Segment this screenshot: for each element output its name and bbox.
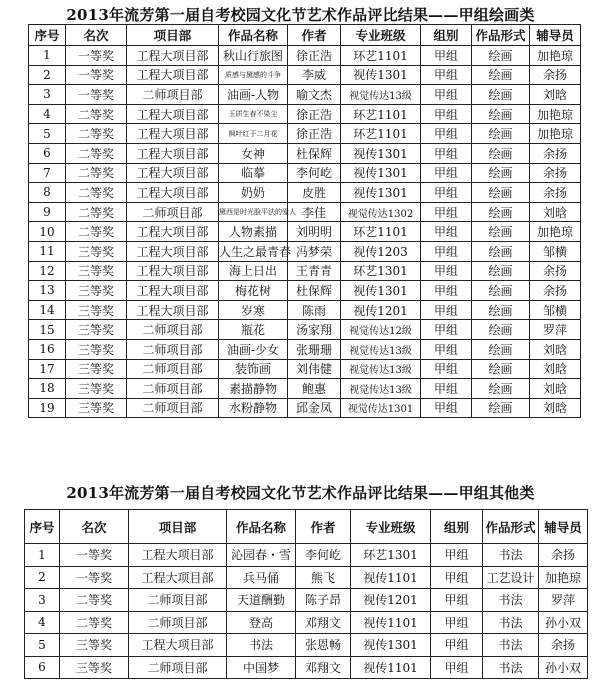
cell-class: 环艺1101 xyxy=(341,222,421,242)
cell-author: 喻文杰 xyxy=(288,85,341,105)
cell-group: 甲组 xyxy=(431,634,483,657)
header-author: 作者 xyxy=(296,510,351,544)
other-results-table xyxy=(24,509,588,679)
cell-index: 13 xyxy=(29,281,66,301)
cell-rank: 一等奖 xyxy=(60,566,129,589)
cell-department: 工程大项目部 xyxy=(127,281,219,301)
cell-class: 视传1201 xyxy=(341,300,421,320)
cell-author: 王青青 xyxy=(288,261,341,281)
cell-work-title: 海上日出 xyxy=(219,261,288,281)
cell-group: 甲组 xyxy=(421,398,472,418)
cell-rank: 二等奖 xyxy=(66,202,127,222)
cell-class: 环艺1301 xyxy=(341,261,421,281)
table-row xyxy=(25,656,588,679)
painting-results-table xyxy=(28,24,581,418)
table-row xyxy=(29,300,581,320)
header-index: 序号 xyxy=(25,510,60,544)
cell-rank: 一等奖 xyxy=(66,65,127,85)
cell-index: 17 xyxy=(29,359,66,379)
cell-work-title: 素描静物 xyxy=(219,379,288,399)
table-row xyxy=(29,65,581,85)
cell-form: 绘画 xyxy=(472,222,530,242)
cell-department: 工程大项目部 xyxy=(127,143,219,163)
cell-advisor: 刘晗 xyxy=(530,85,581,105)
cell-form: 绘画 xyxy=(472,398,530,418)
cell-department: 工程大项目部 xyxy=(127,183,219,203)
cell-rank: 二等奖 xyxy=(66,143,127,163)
cell-advisor: 余扬 xyxy=(530,163,581,183)
cell-work-title: 油画-人物 xyxy=(219,85,288,105)
cell-class: 视觉传达13级 xyxy=(341,379,421,399)
cell-form: 工艺设计 xyxy=(483,566,539,589)
cell-author: 徐正浩 xyxy=(288,104,341,124)
cell-form: 书法 xyxy=(483,634,539,657)
cell-author: 李何屹 xyxy=(288,163,341,183)
cell-class: 视觉传达1301 xyxy=(341,398,421,418)
table-row xyxy=(29,281,581,301)
cell-form: 绘画 xyxy=(472,143,530,163)
cell-rank: 三等奖 xyxy=(66,300,127,320)
cell-class: 视传1301 xyxy=(341,65,421,85)
cell-department: 二师项目部 xyxy=(127,339,219,359)
cell-advisor: 余扬 xyxy=(539,634,588,657)
cell-group: 甲组 xyxy=(431,544,483,567)
cell-work-title: 兵马俑 xyxy=(227,566,296,589)
cell-group: 甲组 xyxy=(421,163,472,183)
cell-form: 绘画 xyxy=(472,241,530,261)
cell-department: 工程大项目部 xyxy=(127,124,219,144)
cell-class: 视传1203 xyxy=(341,241,421,261)
cell-rank: 二等奖 xyxy=(66,183,127,203)
cell-index: 11 xyxy=(29,241,66,261)
cell-group: 甲组 xyxy=(431,611,483,634)
cell-advisor: 余扬 xyxy=(530,281,581,301)
cell-form: 绘画 xyxy=(472,163,530,183)
cell-index: 5 xyxy=(25,634,60,657)
cell-department: 二师项目部 xyxy=(127,379,219,399)
cell-advisor: 孙小双 xyxy=(539,656,588,679)
cell-author: 冯梦荣 xyxy=(288,241,341,261)
cell-group: 甲组 xyxy=(421,379,472,399)
table-row xyxy=(29,202,581,222)
cell-department: 二师项目部 xyxy=(129,611,227,634)
cell-advisor: 罗萍 xyxy=(530,320,581,340)
cell-author: 徐正浩 xyxy=(288,124,341,144)
cell-class: 环艺1101 xyxy=(341,104,421,124)
cell-index: 6 xyxy=(29,143,66,163)
cell-rank: 二等奖 xyxy=(66,222,127,242)
table-row xyxy=(29,46,581,66)
cell-class: 视传1101 xyxy=(351,566,431,589)
cell-class: 视传1301 xyxy=(341,163,421,183)
cell-rank: 三等奖 xyxy=(66,339,127,359)
cell-author: 杜保辉 xyxy=(288,281,341,301)
header-advisor: 辅导员 xyxy=(530,25,581,46)
table-row xyxy=(29,163,581,183)
cell-work-title: 玉质生春不染尘 xyxy=(219,104,288,124)
cell-class: 环艺1101 xyxy=(341,46,421,66)
cell-department: 工程大项目部 xyxy=(127,104,219,124)
header-class: 专业班级 xyxy=(341,25,421,46)
cell-rank: 三等奖 xyxy=(66,379,127,399)
cell-author: 杜保辉 xyxy=(288,143,341,163)
cell-class: 视觉传达13级 xyxy=(341,339,421,359)
cell-work-title: 梅花树 xyxy=(219,281,288,301)
cell-form: 绘画 xyxy=(472,65,530,85)
cell-rank: 三等奖 xyxy=(60,634,129,657)
cell-rank: 一等奖 xyxy=(66,46,127,66)
cell-work-title: 瓶花 xyxy=(219,320,288,340)
cell-group: 甲组 xyxy=(421,183,472,203)
cell-author: 刘伟健 xyxy=(288,359,341,379)
cell-advisor: 刘晗 xyxy=(530,379,581,399)
cell-form: 书法 xyxy=(483,589,539,612)
cell-class: 环艺1301 xyxy=(351,544,431,567)
cell-department: 二师项目部 xyxy=(127,359,219,379)
cell-rank: 三等奖 xyxy=(66,359,127,379)
header-department: 项目部 xyxy=(127,25,219,46)
cell-work-title: 水粉静物 xyxy=(219,398,288,418)
cell-work-title: 秋山行旅图 xyxy=(219,46,288,66)
cell-index: 1 xyxy=(29,46,66,66)
cell-work-title: 书法 xyxy=(227,634,296,657)
table-row xyxy=(25,589,588,612)
table-row xyxy=(25,566,588,589)
cell-rank: 三等奖 xyxy=(66,281,127,301)
cell-advisor: 刘晗 xyxy=(530,202,581,222)
cell-work-title: 奶奶 xyxy=(219,183,288,203)
cell-advisor: 余扬 xyxy=(530,65,581,85)
cell-work-title: 质感与黛感的斗争 xyxy=(219,65,288,85)
cell-index: 2 xyxy=(29,65,66,85)
cell-class: 视传1101 xyxy=(351,656,431,679)
cell-index: 7 xyxy=(29,163,66,183)
cell-index: 14 xyxy=(29,300,66,320)
cell-form: 绘画 xyxy=(472,300,530,320)
table-row xyxy=(29,398,581,418)
cell-department: 工程大项目部 xyxy=(127,163,219,183)
cell-class: 视觉传达12级 xyxy=(341,320,421,340)
cell-advisor: 余扬 xyxy=(530,143,581,163)
cell-index: 5 xyxy=(29,124,66,144)
cell-author: 张恩畅 xyxy=(296,634,351,657)
cell-form: 绘画 xyxy=(472,379,530,399)
table-row xyxy=(29,320,581,340)
cell-group: 甲组 xyxy=(421,46,472,66)
cell-advisor: 邹横 xyxy=(530,300,581,320)
cell-index: 2 xyxy=(25,566,60,589)
cell-class: 视传1301 xyxy=(351,634,431,657)
cell-author: 鲍惠 xyxy=(288,379,341,399)
cell-author: 邱金凤 xyxy=(288,398,341,418)
cell-rank: 二等奖 xyxy=(66,163,127,183)
cell-advisor: 刘晗 xyxy=(530,398,581,418)
header-class: 专业班级 xyxy=(351,510,431,544)
cell-author: 皮胜 xyxy=(288,183,341,203)
cell-form: 绘画 xyxy=(472,104,530,124)
cell-class: 视觉传达1302 xyxy=(341,202,421,222)
cell-form: 绘画 xyxy=(472,46,530,66)
cell-form: 书法 xyxy=(483,611,539,634)
table-row xyxy=(29,143,581,163)
cell-group: 甲组 xyxy=(421,261,472,281)
header-author: 作者 xyxy=(288,25,341,46)
cell-class: 视传1301 xyxy=(341,183,421,203)
cell-form: 绘画 xyxy=(472,281,530,301)
cell-group: 甲组 xyxy=(431,566,483,589)
cell-form: 书法 xyxy=(483,656,539,679)
cell-index: 4 xyxy=(29,104,66,124)
cell-department: 二师项目部 xyxy=(127,85,219,105)
cell-form: 绘画 xyxy=(472,183,530,203)
header-department: 项目部 xyxy=(129,510,227,544)
cell-group: 甲组 xyxy=(421,241,472,261)
table-row xyxy=(29,359,581,379)
cell-class: 视觉传达13级 xyxy=(341,85,421,105)
table-row xyxy=(29,379,581,399)
cell-advisor: 余扬 xyxy=(539,544,588,567)
table-header-row xyxy=(25,510,588,544)
other-results-title: 2013年流芳第一届自考校园文化节艺术作品评比结果——甲组其他类 xyxy=(66,484,535,502)
cell-rank: 二等奖 xyxy=(66,104,127,124)
header-advisor: 辅导员 xyxy=(539,510,588,544)
cell-department: 二师项目部 xyxy=(129,656,227,679)
cell-work-title: 临摹 xyxy=(219,163,288,183)
header-work-title: 作品名称 xyxy=(227,510,296,544)
cell-group: 甲组 xyxy=(421,320,472,340)
cell-department: 工程大项目部 xyxy=(127,65,219,85)
cell-work-title: 枫叶红于二月花 xyxy=(219,124,288,144)
header-rank: 名次 xyxy=(66,25,127,46)
cell-rank: 二等奖 xyxy=(66,124,127,144)
cell-advisor: 加艳琼 xyxy=(530,222,581,242)
cell-index: 8 xyxy=(29,183,66,203)
cell-author: 熊飞 xyxy=(296,566,351,589)
cell-form: 绘画 xyxy=(472,202,530,222)
cell-department: 工程大项目部 xyxy=(127,241,219,261)
cell-advisor: 罗萍 xyxy=(539,589,588,612)
cell-group: 甲组 xyxy=(421,300,472,320)
cell-form: 绘画 xyxy=(472,261,530,281)
cell-author: 李何屹 xyxy=(296,544,351,567)
cell-author: 陈子昂 xyxy=(296,589,351,612)
painting-results-title: 2013年流芳第一届自考校园文化节艺术作品评比结果——甲组绘画类 xyxy=(66,6,535,24)
cell-advisor: 余扬 xyxy=(530,261,581,281)
cell-group: 甲组 xyxy=(431,656,483,679)
header-rank: 名次 xyxy=(60,510,129,544)
cell-group: 甲组 xyxy=(421,222,472,242)
cell-group: 甲组 xyxy=(421,281,472,301)
table-row xyxy=(29,104,581,124)
cell-form: 绘画 xyxy=(472,359,530,379)
table-header-row xyxy=(29,25,581,46)
cell-class: 视觉传达13级 xyxy=(341,359,421,379)
cell-advisor: 加艳琼 xyxy=(530,46,581,66)
cell-index: 3 xyxy=(25,589,60,612)
cell-advisor: 刘晗 xyxy=(530,359,581,379)
cell-work-title: 人物素描 xyxy=(219,222,288,242)
header-group: 组别 xyxy=(421,25,472,46)
cell-form: 绘画 xyxy=(472,85,530,105)
cell-form: 绘画 xyxy=(472,339,530,359)
cell-form: 绘画 xyxy=(472,124,530,144)
cell-department: 二师项目部 xyxy=(129,589,227,612)
cell-work-title: 女神 xyxy=(219,143,288,163)
cell-department: 工程大项目部 xyxy=(129,566,227,589)
header-work-title: 作品名称 xyxy=(219,25,288,46)
table-row xyxy=(29,339,581,359)
cell-work-title: 岁寒 xyxy=(219,300,288,320)
cell-department: 工程大项目部 xyxy=(129,634,227,657)
table-row xyxy=(29,241,581,261)
cell-rank: 二等奖 xyxy=(60,589,129,612)
cell-author: 张珊珊 xyxy=(288,339,341,359)
cell-index: 1 xyxy=(25,544,60,567)
table-row xyxy=(25,544,588,567)
cell-advisor: 刘晗 xyxy=(530,339,581,359)
cell-index: 4 xyxy=(25,611,60,634)
cell-class: 视传1301 xyxy=(341,143,421,163)
cell-advisor: 孙小双 xyxy=(539,611,588,634)
cell-work-title: 装饰画 xyxy=(219,359,288,379)
cell-author: 徐正浩 xyxy=(288,46,341,66)
cell-group: 甲组 xyxy=(421,124,472,144)
cell-index: 6 xyxy=(25,656,60,679)
table-row xyxy=(29,124,581,144)
cell-class: 视传1301 xyxy=(341,281,421,301)
cell-rank: 三等奖 xyxy=(66,241,127,261)
cell-advisor: 余扬 xyxy=(530,183,581,203)
cell-advisor: 加艳琼 xyxy=(539,566,588,589)
cell-advisor: 邹横 xyxy=(530,241,581,261)
cell-author: 邓翔文 xyxy=(296,611,351,634)
cell-group: 甲组 xyxy=(421,359,472,379)
table-row xyxy=(25,634,588,657)
cell-author: 刘明明 xyxy=(288,222,341,242)
cell-department: 工程大项目部 xyxy=(127,222,219,242)
cell-rank: 三等奖 xyxy=(60,656,129,679)
table-row xyxy=(29,183,581,203)
cell-class: 视传1201 xyxy=(351,589,431,612)
table-row xyxy=(29,85,581,105)
cell-group: 甲组 xyxy=(421,339,472,359)
header-form: 作品形式 xyxy=(483,510,539,544)
cell-advisor: 加艳琼 xyxy=(530,104,581,124)
cell-index: 10 xyxy=(29,222,66,242)
cell-form: 书法 xyxy=(483,544,539,567)
table-row xyxy=(29,261,581,281)
cell-author: 汤家翔 xyxy=(288,320,341,340)
cell-department: 工程大项目部 xyxy=(129,544,227,567)
cell-index: 16 xyxy=(29,339,66,359)
cell-author: 李威 xyxy=(288,65,341,85)
cell-work-title: 登高 xyxy=(227,611,296,634)
cell-group: 甲组 xyxy=(431,589,483,612)
cell-department: 工程大项目部 xyxy=(127,46,219,66)
cell-work-title: 人生之最青春 xyxy=(219,241,288,261)
cell-group: 甲组 xyxy=(421,65,472,85)
cell-rank: 二等奖 xyxy=(60,611,129,634)
cell-author: 陈雨 xyxy=(288,300,341,320)
header-form: 作品形式 xyxy=(472,25,530,46)
cell-rank: 三等奖 xyxy=(66,261,127,281)
cell-form: 绘画 xyxy=(472,320,530,340)
cell-work-title: 黛西是时光脸平法的爱人 xyxy=(219,202,288,222)
cell-department: 二师项目部 xyxy=(127,202,219,222)
cell-group: 甲组 xyxy=(421,202,472,222)
cell-work-title: 天道酬勤 xyxy=(227,589,296,612)
cell-department: 工程大项目部 xyxy=(127,261,219,281)
cell-work-title: 沁园春・雪 xyxy=(227,544,296,567)
cell-index: 3 xyxy=(29,85,66,105)
cell-author: 李佳 xyxy=(288,202,341,222)
cell-group: 甲组 xyxy=(421,85,472,105)
cell-group: 甲组 xyxy=(421,143,472,163)
cell-index: 15 xyxy=(29,320,66,340)
cell-rank: 三等奖 xyxy=(66,398,127,418)
cell-work-title: 中国梦 xyxy=(227,656,296,679)
header-index: 序号 xyxy=(29,25,66,46)
table-row xyxy=(29,222,581,242)
cell-department: 工程大项目部 xyxy=(127,300,219,320)
cell-author: 邓翔文 xyxy=(296,656,351,679)
cell-work-title: 油画-少女 xyxy=(219,339,288,359)
cell-index: 19 xyxy=(29,398,66,418)
cell-rank: 一等奖 xyxy=(60,544,129,567)
cell-index: 9 xyxy=(29,202,66,222)
cell-rank: 三等奖 xyxy=(66,320,127,340)
cell-group: 甲组 xyxy=(421,104,472,124)
cell-index: 18 xyxy=(29,379,66,399)
table-row xyxy=(25,611,588,634)
cell-index: 12 xyxy=(29,261,66,281)
cell-class: 环艺1101 xyxy=(341,124,421,144)
cell-advisor: 加艳琼 xyxy=(530,124,581,144)
header-group: 组别 xyxy=(431,510,483,544)
cell-department: 二师项目部 xyxy=(127,320,219,340)
cell-class: 视传1101 xyxy=(351,611,431,634)
cell-rank: 一等奖 xyxy=(66,85,127,105)
cell-department: 二师项目部 xyxy=(127,398,219,418)
